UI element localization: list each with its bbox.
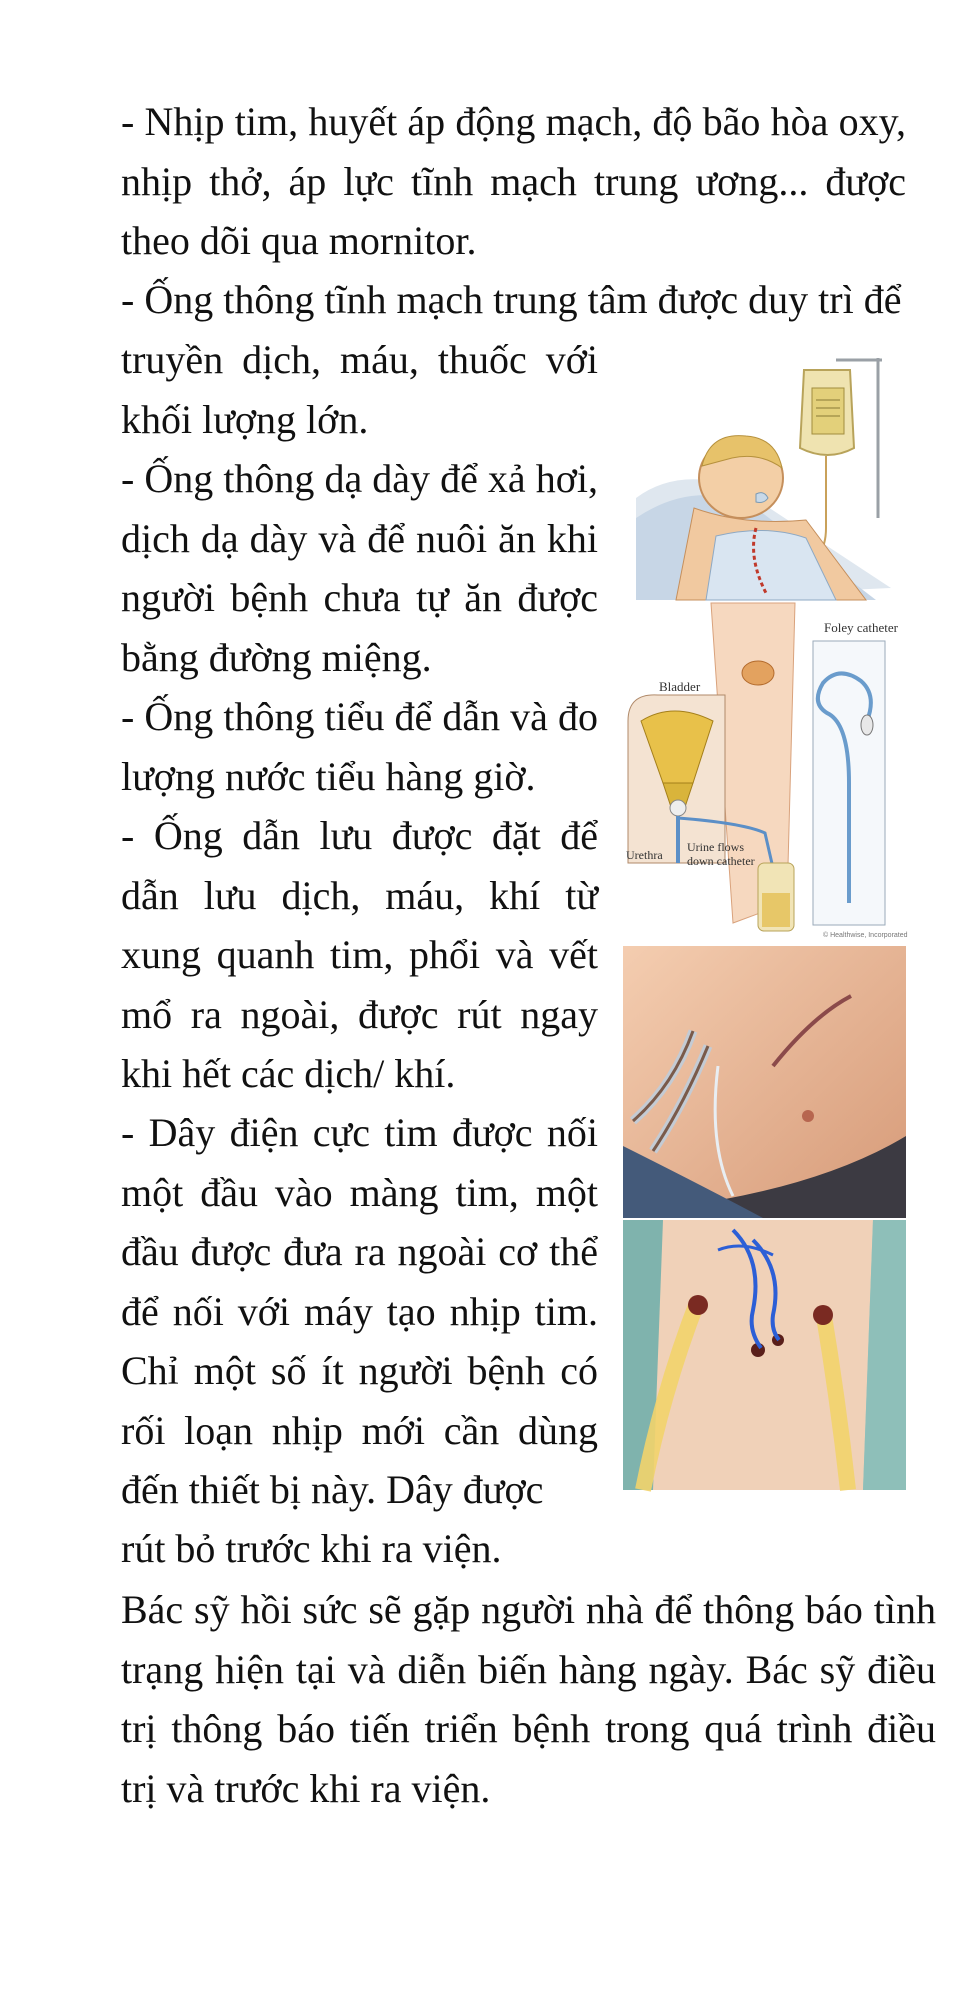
urethra-label: Urethra <box>626 848 663 862</box>
bladder-label: Bladder <box>659 679 701 694</box>
paragraph-drainage-tube: - Ống dẫn lưu được đặt để dẫn lưu dịch, máu, khí từ xung quanh tim, phổi và vết mổ ra ngoài, được rút ngay khi hết các dịch/ khí. <box>121 813 598 1096</box>
paragraph-pacing-wires-cont: rút bỏ trước khi ra viện. <box>121 1526 502 1571</box>
patient-iv-illustration <box>636 348 891 600</box>
paragraph-central-venous-line-cont: truyền dịch, máu, thuốc với khối lượng lớn. <box>121 337 598 442</box>
paragraph-gastric-tube: - Ống thông dạ dày để xả hơi, dịch dạ dày và để nuôi ăn khi người bệnh chưa tự ăn được bằng đường miệng. <box>121 456 598 680</box>
chest-drainage-photo <box>623 946 906 1218</box>
credit-label: © Healthwise, Incorporated <box>823 932 908 939</box>
paragraph-urinary-catheter: - Ống thông tiểu để dẫn và đo lượng nước tiểu hàng giờ. <box>121 694 598 799</box>
paragraph-pacing-wires: - Dây điện cực tim được nối một đầu vào màng tim, một đầu được đưa ra ngoài cơ thể để nối với máy tạo nhịp tim. Chỉ một số ít người bệnh có rối loạn nhịp mới cần dùng đến thiết bị này. Dây được <box>121 1110 598 1512</box>
paragraph-monitoring: - Nhịp tim, huyết áp động mạch, độ bão hòa oxy, nhịp thở, áp lực tĩnh mạch trung ương... được theo dõi qua mornitor. <box>121 99 906 263</box>
urinary-catheter-diagram <box>623 603 908 943</box>
down-catheter-label: down catheter <box>687 854 755 868</box>
paragraph-central-venous-line: - Ống thông tĩnh mạch trung tâm được duy trì để <box>121 277 902 322</box>
urine-flows-label: Urine flows <box>687 840 744 854</box>
paragraph-doctor-info: Bác sỹ hồi sức sẽ gặp người nhà để thông báo tình trạng hiện tại và diễn biến hàng ngày. Bác sỹ điều trị thông báo tiến triển bệnh trong quá trình điều trị và trước khi ra viện. <box>121 1587 936 1811</box>
foley-label: Foley catheter <box>824 620 898 635</box>
pacing-wires-photo <box>623 1220 906 1490</box>
